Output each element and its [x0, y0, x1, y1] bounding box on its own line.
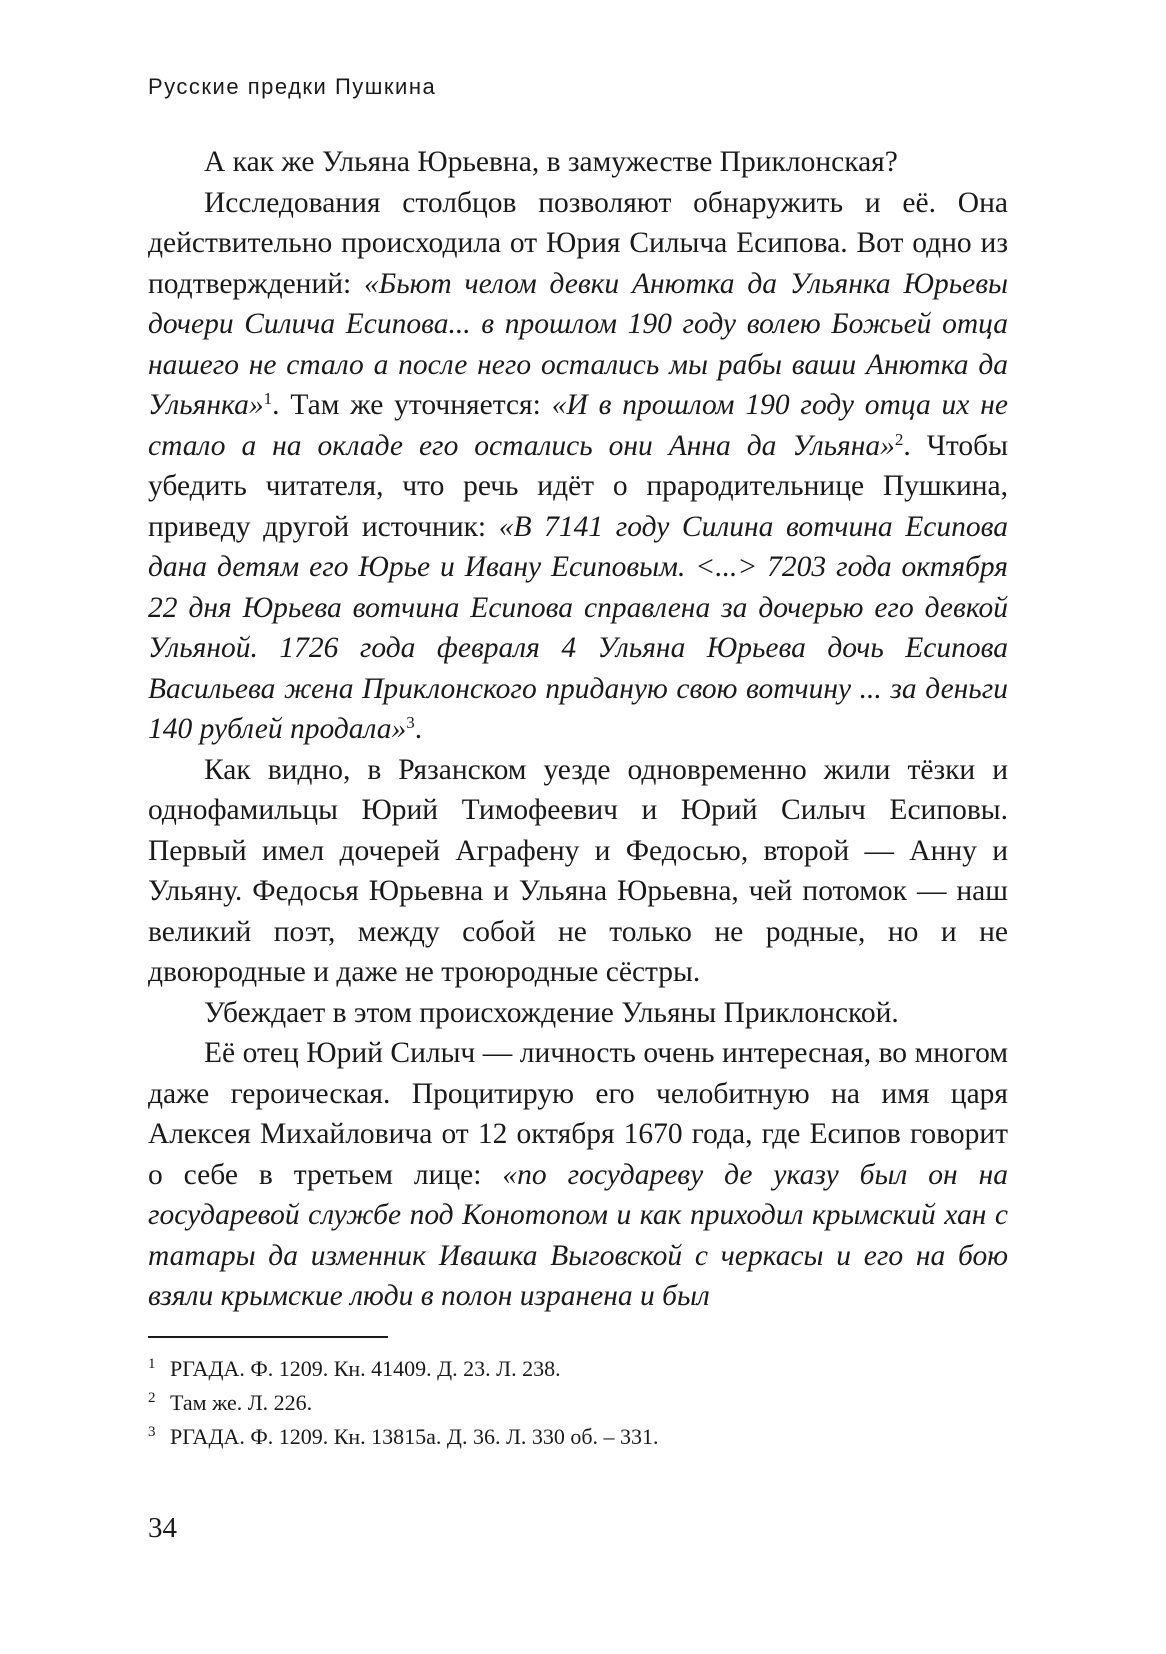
body-text	[148, 142, 1008, 1317]
page-number: 34	[148, 1512, 177, 1544]
quote: «В 7141 году Силина вотчина Есипова дана детям его Юрье и Ивану Есиповым. <...> 7203 года октября 22 дня Юрьева вотчина Есипова справлена за дочерью его девкой Ульяной. 1726 года февраля 4 Ульяна Юрьева дочь Есипова Васильева жена Приклонского приданую свою вотчину ... за деньги 140 рублей продала»	[148, 510, 1008, 745]
footnote: 3 РГАДА. Ф. 1209. Кн. 13815а. Д. 36. Л. 330 об. – 331.	[148, 1424, 659, 1449]
footnotes	[148, 1352, 1008, 1454]
footnote-separator	[148, 1336, 388, 1338]
paragraph-text: Исследования столбцов позволяют обнаружить и её. Она действительно происходила от Юрия Силыча Есипова. Вот одно из подтверждений:	[148, 186, 1008, 300]
quote: «по государеву де указу был он на государевой службе под Конотопом и как приходил крымский хан с татары да изменник Ивашка Выговской с черкасы и его на бою взяли крымские люди в полон изранена и был	[148, 1158, 1008, 1312]
footnote-text: РГАДА. Ф. 1209. Кн. 13815а. Д. 36. Л. 330 об. – 331.	[170, 1424, 659, 1449]
footnote: 1 РГАДА. Ф. 1209. Кн. 41409. Д. 23. Л. 238.	[148, 1356, 561, 1381]
footnote-text: Там же. Л. 226.	[170, 1390, 313, 1415]
paragraph-1: А как же Ульяна Юрьевна, в замужестве Приклонская?	[204, 146, 898, 178]
paragraph-2	[148, 183, 1008, 750]
running-head: Русские предки Пушкина	[148, 74, 437, 99]
paragraph-text: Её отец Юрий Силыч — личность очень интересная, во многом даже героическая. Процитирую его челобитную на имя царя Алексея Михайловича от 12 октября 1670 года, где Есипов говорит о себе в третьем лице:	[148, 1037, 1008, 1191]
paragraph-5	[148, 1033, 1008, 1317]
quote: «И в прошлом 190 году отца их не стало а на окладе его остались они Анна да Ульяна»	[148, 389, 1008, 462]
footnote-ref[interactable]: 3	[406, 713, 415, 732]
quote: «Бьют челом девки Анютка да Ульянка Юрьевы дочери Силича Есипова... в прошлом 190 году волею Божьей отца нашего не стало а после него остались мы рабы ваши Анютка да Ульянка»	[148, 267, 1008, 421]
paragraph-text: . Чтобы убедить читателя, что речь идёт о прародительнице Пушкина, приведу другой источник:	[148, 429, 1008, 543]
paragraph-4: Убеждает в этом происхождение Ульяны Приклонской.	[204, 996, 899, 1029]
paragraph-text: .	[414, 713, 423, 745]
paragraph-text: . Там же уточняется:	[272, 389, 552, 421]
footnote-ref[interactable]: 1	[263, 389, 273, 408]
footnote: 2 Там же. Л. 226.	[148, 1390, 313, 1415]
footnote-ref[interactable]: 2	[894, 429, 904, 449]
paragraph-3: Как видно, в Рязанском уезде одновременно жили тёзки и однофамильцы Юрий Тимофеевич и Юрий Силыч Есиповы. Первый имел дочерей Аграфену и Федосью, второй — Анну и Ульяну. Федосья Юрьевна и Ульяна Юрьевна, чей потомок — наш великий поэт, между собой не только не родные, но и не двоюродные и даже не троюродные сёстры.	[148, 753, 1008, 988]
footnote-text: РГАДА. Ф. 1209. Кн. 41409. Д. 23. Л. 238.	[170, 1356, 561, 1381]
